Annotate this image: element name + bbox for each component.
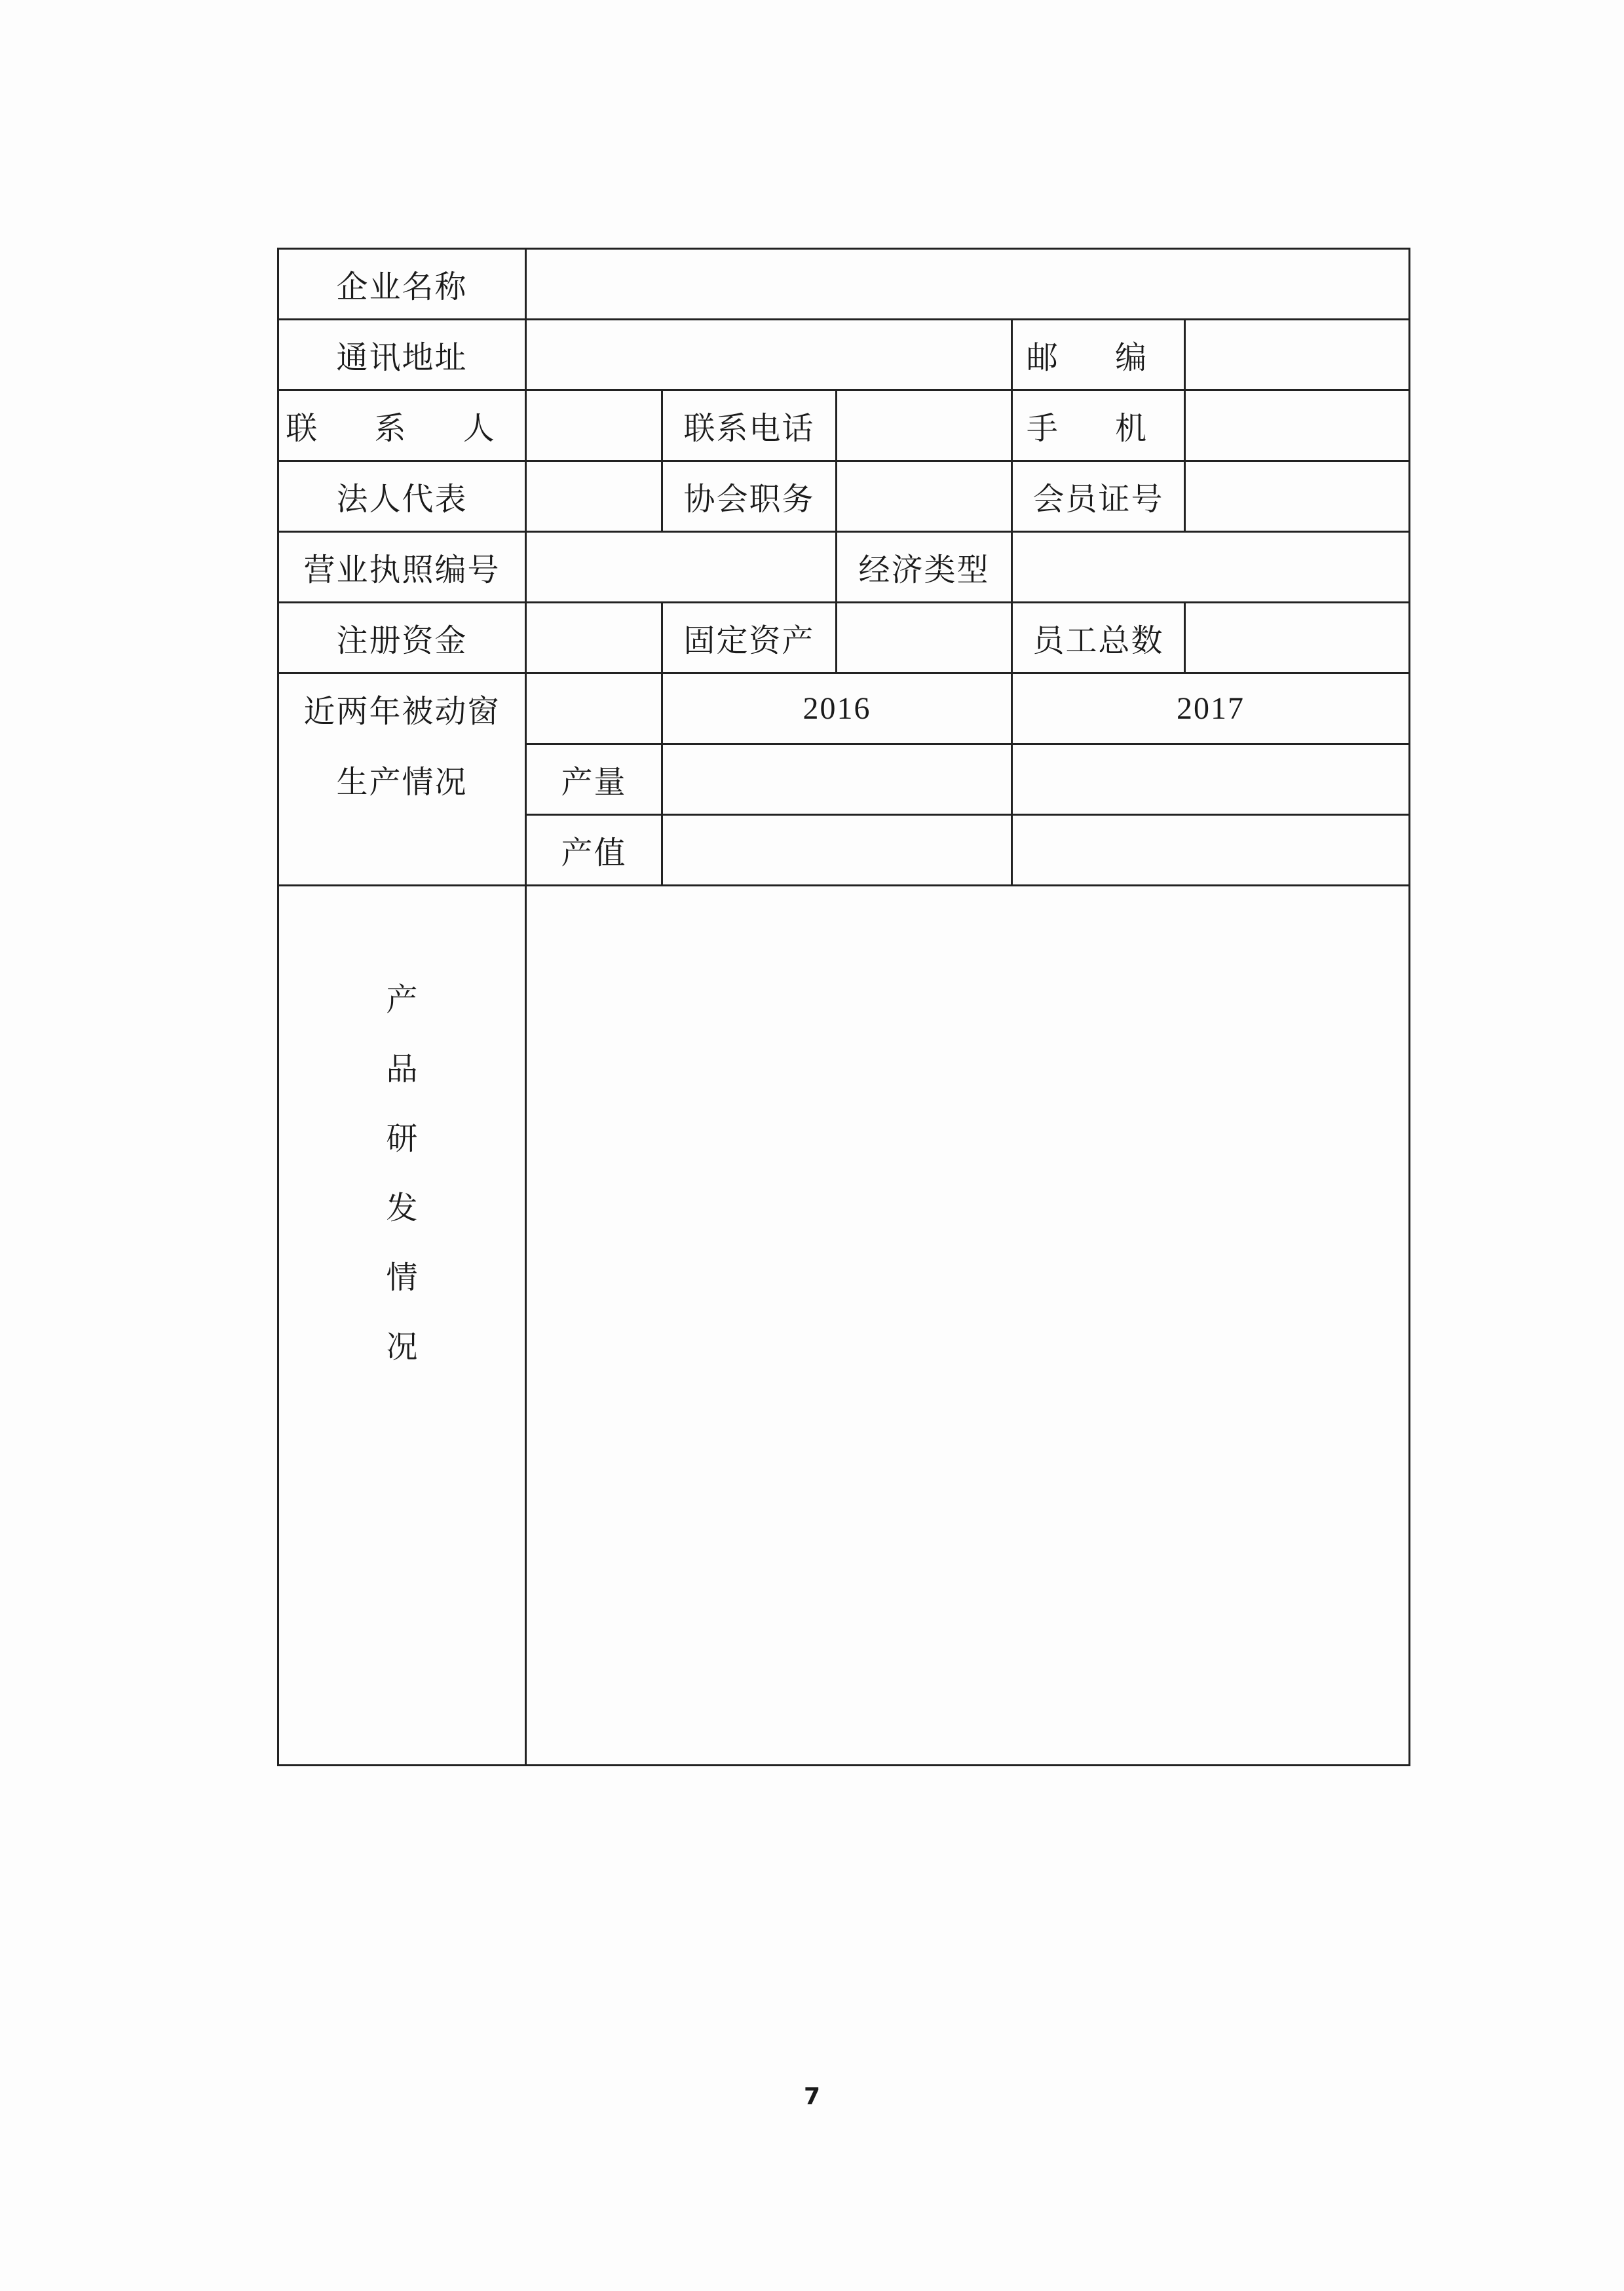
rd-description-field[interactable] bbox=[527, 886, 1408, 1764]
rd-char: 发 bbox=[386, 1190, 418, 1226]
rd-char: 情 bbox=[386, 1259, 418, 1296]
company-name-label: 企业名称 bbox=[336, 269, 468, 305]
address-label: 通讯地址 bbox=[336, 339, 468, 376]
output-qty-label: 产量 bbox=[561, 764, 627, 801]
output-value-2017-field[interactable] bbox=[1013, 816, 1408, 884]
output-value-2016-field[interactable] bbox=[663, 816, 1011, 884]
reg-capital-label: 注册资金 bbox=[336, 622, 468, 659]
license-no-field[interactable] bbox=[527, 533, 835, 601]
phone-field[interactable] bbox=[837, 391, 1011, 460]
assoc-role-label: 协会职务 bbox=[683, 481, 815, 518]
page-number: 7 bbox=[803, 2083, 821, 2110]
econ-type-field[interactable] bbox=[1013, 533, 1408, 601]
production-header-blank bbox=[527, 674, 661, 743]
year-2016-header: 2016 bbox=[803, 691, 871, 726]
rd-char: 况 bbox=[386, 1329, 418, 1365]
legal-rep-label: 法人代表 bbox=[336, 481, 468, 518]
year-2017-header: 2017 bbox=[1177, 691, 1245, 726]
rd-char: 品 bbox=[386, 1051, 418, 1088]
company-name-field[interactable] bbox=[527, 250, 1408, 318]
postcode-label: 邮 编 bbox=[1026, 339, 1171, 376]
legal-rep-field[interactable] bbox=[527, 462, 661, 531]
phone-label: 联系电话 bbox=[683, 410, 815, 447]
mobile-label: 手 机 bbox=[1026, 410, 1171, 447]
member-no-field[interactable] bbox=[1186, 462, 1408, 531]
reg-capital-field[interactable] bbox=[527, 603, 661, 672]
econ-type-label: 经济类型 bbox=[858, 552, 990, 588]
staff-total-label: 员工总数 bbox=[1032, 622, 1164, 659]
staff-total-field[interactable] bbox=[1186, 603, 1408, 672]
enterprise-info-form bbox=[277, 248, 1410, 1766]
rd-char: 研 bbox=[386, 1120, 418, 1157]
member-no-label: 会员证号 bbox=[1032, 481, 1164, 518]
mobile-field[interactable] bbox=[1186, 391, 1408, 460]
license-no-label: 营业执照编号 bbox=[303, 552, 500, 588]
postcode-field[interactable] bbox=[1186, 320, 1408, 389]
fixed-assets-label: 固定资产 bbox=[683, 622, 815, 659]
contact-label: 联 系 人 bbox=[286, 410, 518, 447]
production-title-line-2: 生产情况 bbox=[336, 764, 468, 801]
address-field[interactable] bbox=[527, 320, 1011, 389]
fixed-assets-field[interactable] bbox=[837, 603, 1011, 672]
rd-char: 产 bbox=[386, 981, 418, 1018]
assoc-role-field[interactable] bbox=[837, 462, 1011, 531]
contact-field[interactable] bbox=[527, 391, 661, 460]
rd-section-label bbox=[279, 965, 525, 1382]
output-qty-2017-field[interactable] bbox=[1013, 745, 1408, 814]
output-qty-2016-field[interactable] bbox=[663, 745, 1011, 814]
production-title-line-1: 近两年被动窗 bbox=[303, 693, 500, 730]
output-value-label: 产值 bbox=[561, 835, 627, 871]
